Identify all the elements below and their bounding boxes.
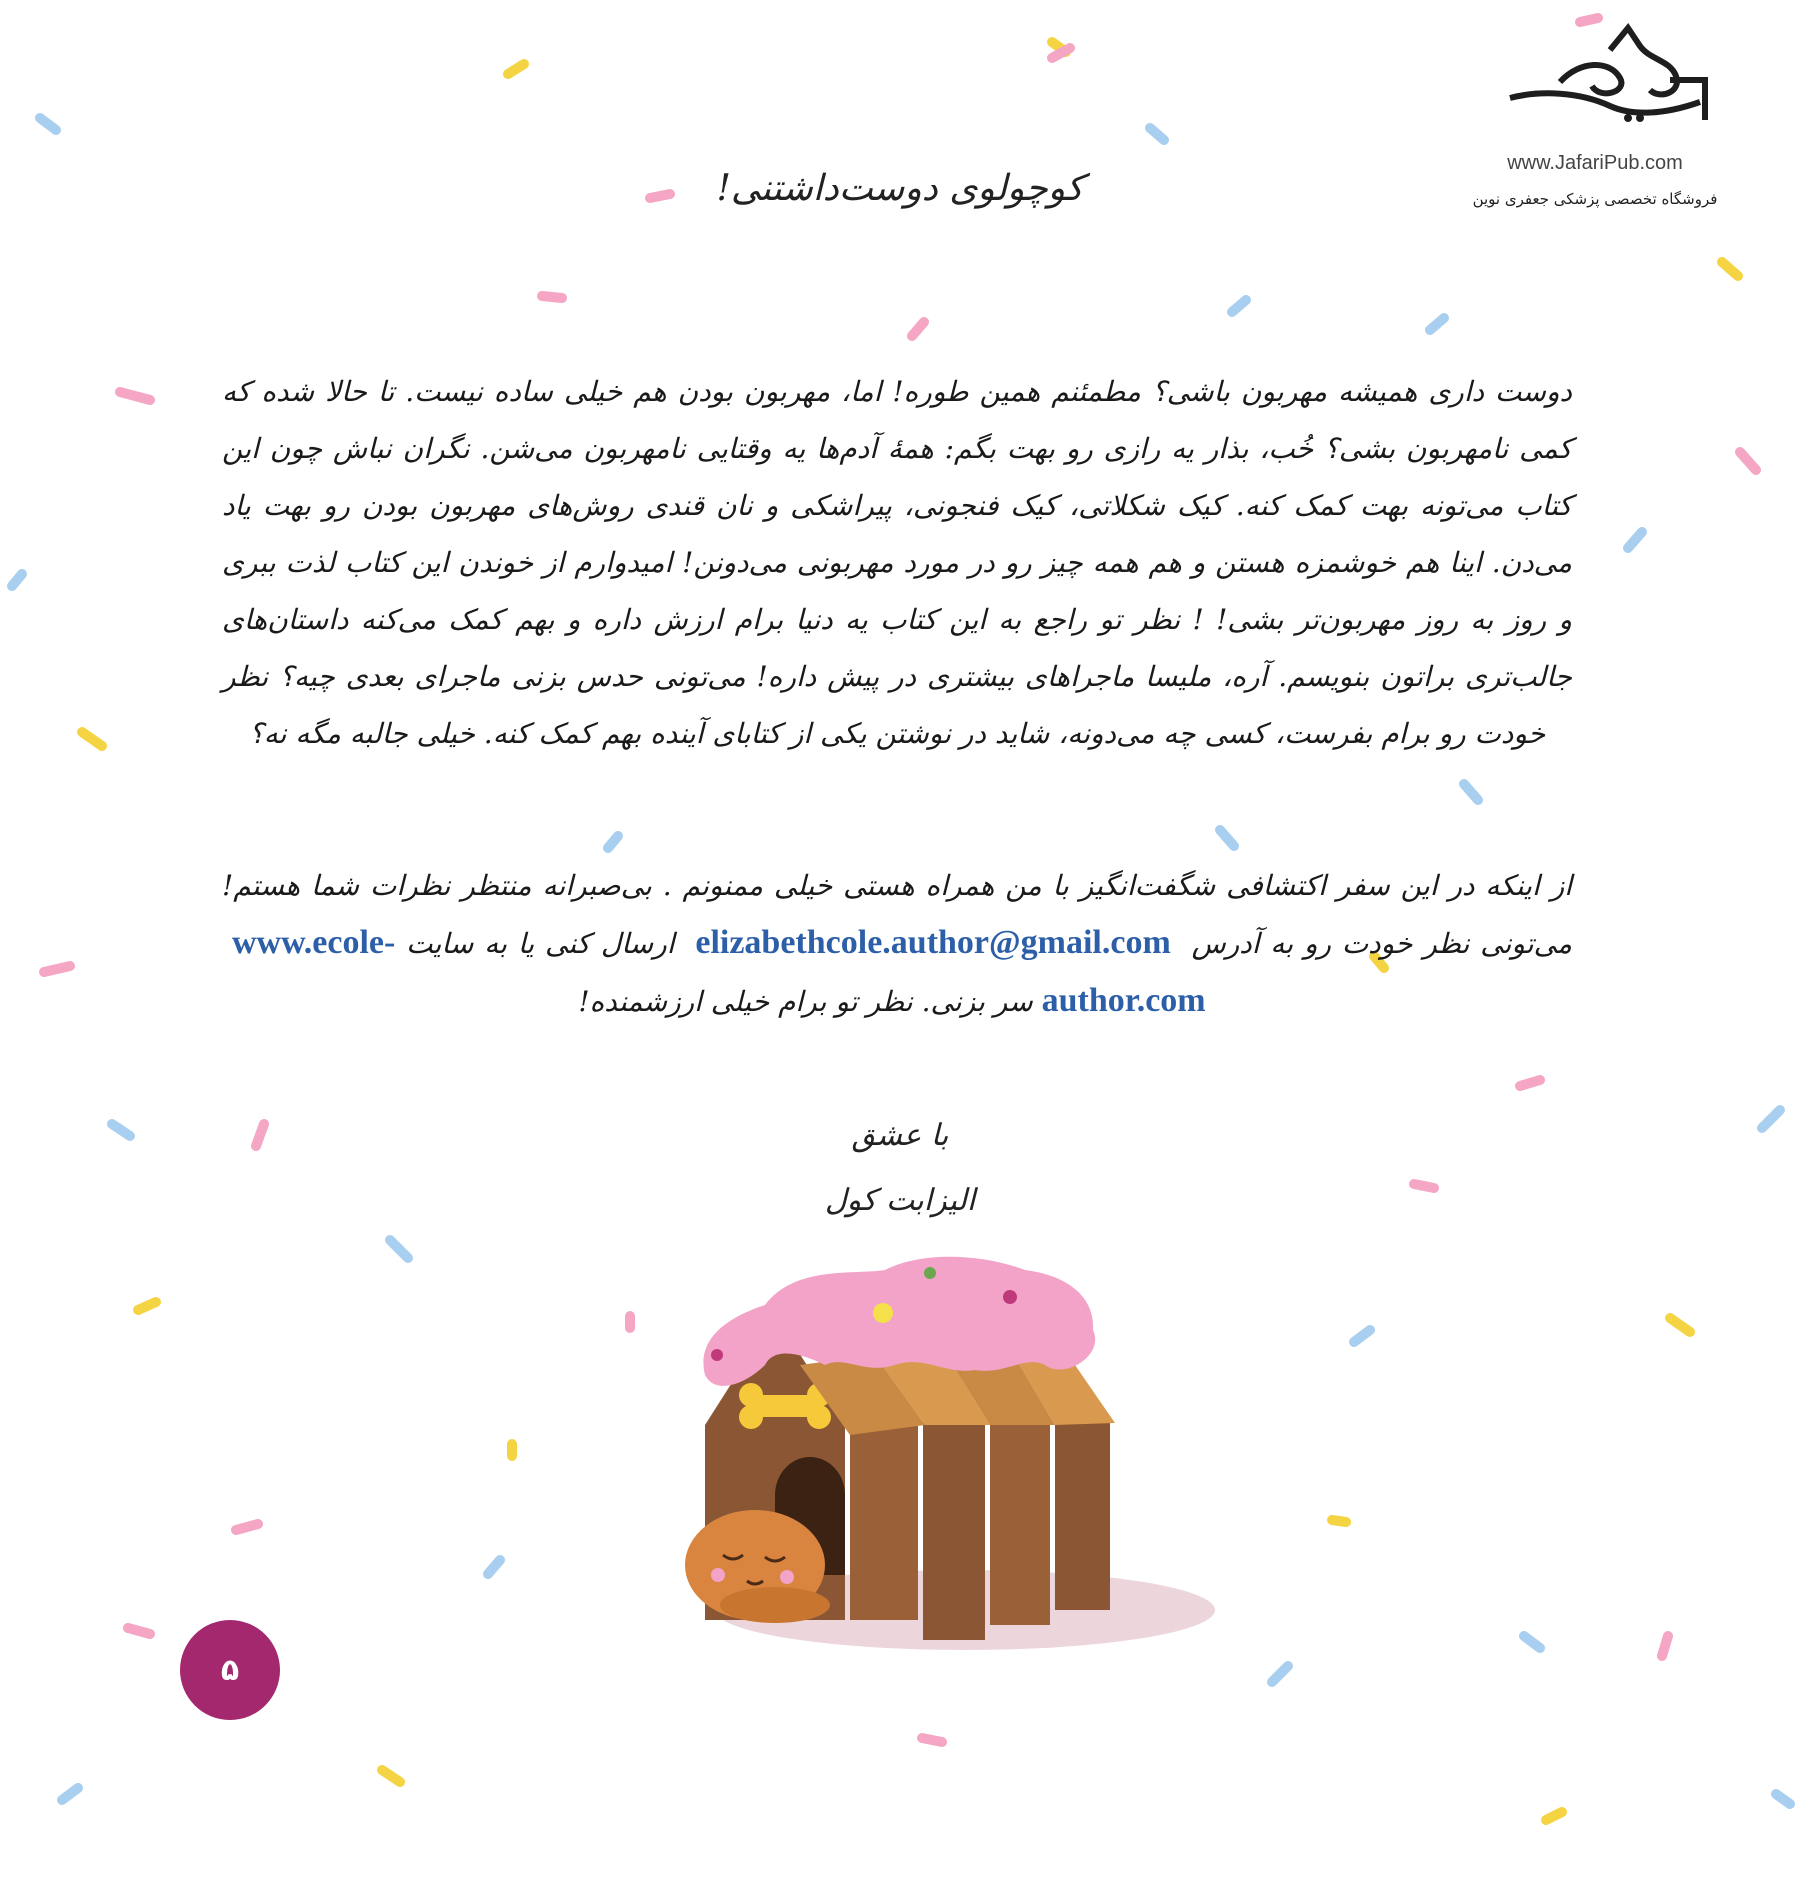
signature-greeting: با عشق bbox=[851, 1118, 949, 1153]
page-title: کوچولوی دوست‌داشتنی! bbox=[716, 168, 1084, 209]
paragraph-2-text-b: ارسال کنی یا به سایت bbox=[406, 927, 675, 960]
publisher-logo bbox=[1460, 20, 1760, 208]
body-paragraph-1: دوست داری همیشه مهربون باشی؟ مطمئنم همین طوره! اما، مهربون بودن هم خیلی ساده نیست. تا حالا شده که کمی نامهربون بشی؟ خُب، بذار یه رازی رو بهت بگم: همهٔ آدم‌ها یه وقتایی نامهربون می‌شن. نگران نباش چون این کتاب می‌تونه بهت کمک کنه. کیک شکلاتی، کیک فنجونی، پیراشکی و نان قندی روش‌های مهربون بودن رو بهت یاد می‌دن. اینا هم خوشمزه هستن و هم همه چیز رو در مورد مهربونی می‌دونن! امیدوارم از خوندن این کتاب لذت ببری و روز به روز مهربون‌تر بشی! ! نظر تو راجع به این کتاب یه دنیا برام ارزش داره و بهم کمک می‌کنه داستان‌های جالب‌تری براتون بنویسم. آره، ملیسا ماجراهای بیشتری در پیش داره! می‌تونی حدس بزنی ماجرای بعدی چیه؟ نظر خودت رو برام بفرست، کسی چه می‌دونه، شاید در نوشتن یکی از کتابای آینده بهم کمک کنه. خیلی جالبه مگه نه؟ bbox=[222, 375, 1573, 750]
signature-name: الیزابت کول bbox=[824, 1183, 976, 1218]
publisher-url: www.JafariPub.com bbox=[1507, 152, 1683, 174]
paragraph-2-text-a: از اینکه در این سفر اکتشافی شگفت‌انگیز با من همراه هستی خیلی ممنونم . بی‌صبرانه منتظر نظرات شما هستم! می‌تونی نظر خودت رو به آدرس bbox=[222, 869, 1572, 960]
publisher-tagline: فروشگاه تخصصی پزشکی جعفری نوین bbox=[1472, 190, 1718, 208]
author-email-link[interactable]: elizabethcole.author@gmail.com bbox=[695, 924, 1171, 961]
body-paragraph-2 bbox=[222, 857, 1572, 1030]
author-website-link[interactable]: www.ecole-author.com bbox=[232, 924, 1206, 1019]
page-number-badge: ۵ bbox=[180, 1620, 280, 1720]
doghouse-illustration bbox=[625, 1245, 1225, 1655]
paragraph-2-text-c: سر بزنی. نظر تو برام خیلی ارزشمنده! bbox=[578, 985, 1033, 1018]
publisher-logo-mark bbox=[1500, 20, 1720, 150]
